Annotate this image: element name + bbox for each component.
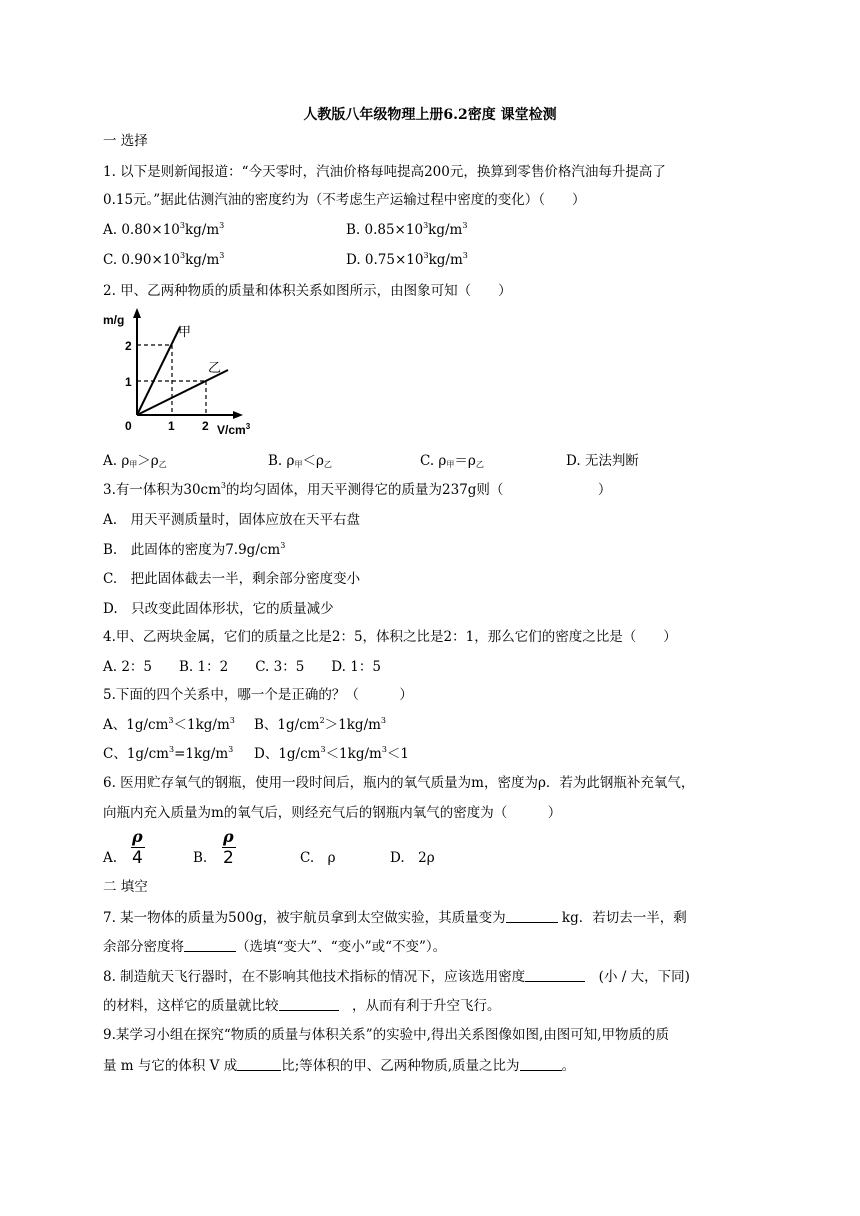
q4-stem: 4.甲、乙两块金属，它们的质量之比是2：5，体积之比是2：1，那么它们的密度之比是（ ） — [103, 629, 677, 645]
q8-line2: 的材料，这样它的质量就比较 ，从而有利于升空飞行。 — [103, 998, 501, 1014]
q2-option-b: B. $\rho_甲<\rho_乙$ — [268, 453, 332, 469]
graph-line-label-jia: 甲 — [178, 325, 192, 340]
graph-y-axis-arrow — [133, 308, 141, 318]
section-heading-fill: 二 填空 — [103, 879, 148, 895]
q5-option-b: B、$1g/cm^2>1kg/m^3$ — [254, 716, 387, 733]
page-title: 人教版八年级物理上册6.2密度 课堂检测 — [303, 107, 557, 123]
q9-line1: 9.某学习小组在探究“物质的质量与体积关系”的实验中,得出关系图像如图,由图可知,甲物质的质 — [103, 1027, 670, 1043]
q7-line2: 余部分密度将 （选填“变大”、“变小”或“不变”）。 — [103, 939, 447, 955]
q3-option-c: C. 把此固体截去一半，剩余部分密度变小 — [103, 571, 361, 587]
q3-stem: 3.有一体积为$30cm^3$的均匀固体，用天平测得它的质量为237g则（ ） — [103, 481, 612, 498]
q3-option-b: B. 此固体的密度为$7.9g/cm^3$ — [103, 541, 286, 558]
q6-option-a-denominator: 4 — [132, 848, 143, 868]
graph-x-axis-arrow — [233, 411, 243, 419]
q5-option-c: C、$1g/cm^3=1kg/m^3$ — [103, 745, 234, 762]
q8-blank-2[interactable] — [279, 997, 339, 1011]
graph-line-jia — [137, 327, 180, 415]
q8-blank-1[interactable] — [525, 968, 585, 982]
graph-line-label-yi: 乙 — [208, 361, 222, 376]
q4-options: A. 2：5 B. 1：2 C. 3：5 D. 1：5 — [103, 659, 381, 675]
q5-stem: 5.下面的四个关系中，哪一个是正确的？（ ） — [103, 687, 413, 703]
q7-blank-2[interactable] — [184, 938, 236, 952]
q9-blank-2[interactable] — [520, 1057, 562, 1071]
mass-volume-graph — [98, 306, 268, 440]
q1-stem-line2: 0.15元。”据此估测汽油的密度约为（不考虑生产运输过程中密度的变化）（ ） — [103, 192, 586, 208]
q2-stem: 2. 甲、乙两种物质的质量和体积关系如图所示，由图象可知（ ） — [103, 283, 512, 299]
q6-option-a-numerator: ρ — [132, 827, 143, 846]
graph-y-tick-1: 1 — [125, 375, 132, 389]
q7-blank-1[interactable] — [506, 909, 558, 923]
graph-origin-label: 0 — [125, 419, 132, 433]
q7-line1: 7. 某一物体的质量为500g，被宇航员拿到太空做实验，其质量变为 kg．若切去一半，剩 — [103, 910, 687, 926]
q6-option-d: D. 2ρ — [390, 850, 435, 866]
q2-option-a: A. $\rho_甲>\rho_乙$ — [103, 453, 167, 469]
q9-line2: 量 m 与它的体积 V 成 比;等体积的甲、乙两种物质,质量之比为 。 — [103, 1058, 576, 1074]
q1-option-c: C. $0.90\times 10^3kg/m^3$ — [103, 251, 225, 268]
q3-option-a: A. 用天平测质量时，固体应放在天平右盘 — [103, 512, 361, 528]
q5-option-d: D、$1g/cm^3<1kg/m^3<1$ — [254, 745, 410, 762]
section-heading-choice: 一 选择 — [103, 133, 148, 149]
q6-option-b-numerator: ρ — [223, 827, 234, 846]
q1-stem-line1: 1. 以下是则新闻报道：“今天零时，汽油价格每吨提高200元，换算到零售价格汽油每升提高了 — [103, 164, 666, 180]
q9-blank-1[interactable] — [237, 1057, 281, 1071]
q2-option-c: C. $\rho_甲=\rho_乙$ — [420, 453, 484, 469]
graph-x-axis-label: $V/cm^3$ — [217, 422, 251, 437]
q5-option-a: A、$1g/cm^3<1kg/m^3$ — [103, 716, 235, 733]
q2-option-d: D. 无法判断 — [566, 453, 639, 469]
q1-option-b: B. $0.85\times 10^3kg/m^3$ — [346, 221, 468, 238]
graph-x-tick-2: 2 — [202, 419, 209, 433]
q3-option-d: D. 只改变此固体形状，它的质量减少 — [103, 601, 334, 617]
q1-option-d: D. $0.75\times 10^3kg/m^3$ — [346, 251, 468, 268]
graph-y-tick-2: 2 — [125, 339, 132, 353]
q6-stem-line1: 6. 医用贮存氧气的钢瓶，使用一段时间后，瓶内的氧气质量为m，密度为ρ．若为此钢瓶补充氧气， — [103, 775, 695, 791]
graph-y-axis-label: m/g — [103, 313, 125, 327]
graph-line-yi — [137, 370, 228, 415]
q6-option-c: C. ρ — [300, 850, 336, 866]
q6-stem-line2: 向瓶内充入质量为m的氧气后，则经充气后的钢瓶内氧气的密度为（ ） — [103, 805, 562, 821]
q1-option-a: A. $0.80\times 10^3kg/m^3$ — [103, 221, 225, 238]
q6-option-b-denominator: 2 — [223, 848, 234, 868]
graph-x-tick-1: 1 — [168, 419, 175, 433]
q6-option-b-label: B. — [193, 850, 208, 866]
q6-option-a-label: A. — [103, 850, 118, 866]
q8-line1: 8. 制造航天飞行器时，在不影响其他技术指标的情况下，应该选用密度 (小 / 大，下同) — [103, 969, 690, 985]
